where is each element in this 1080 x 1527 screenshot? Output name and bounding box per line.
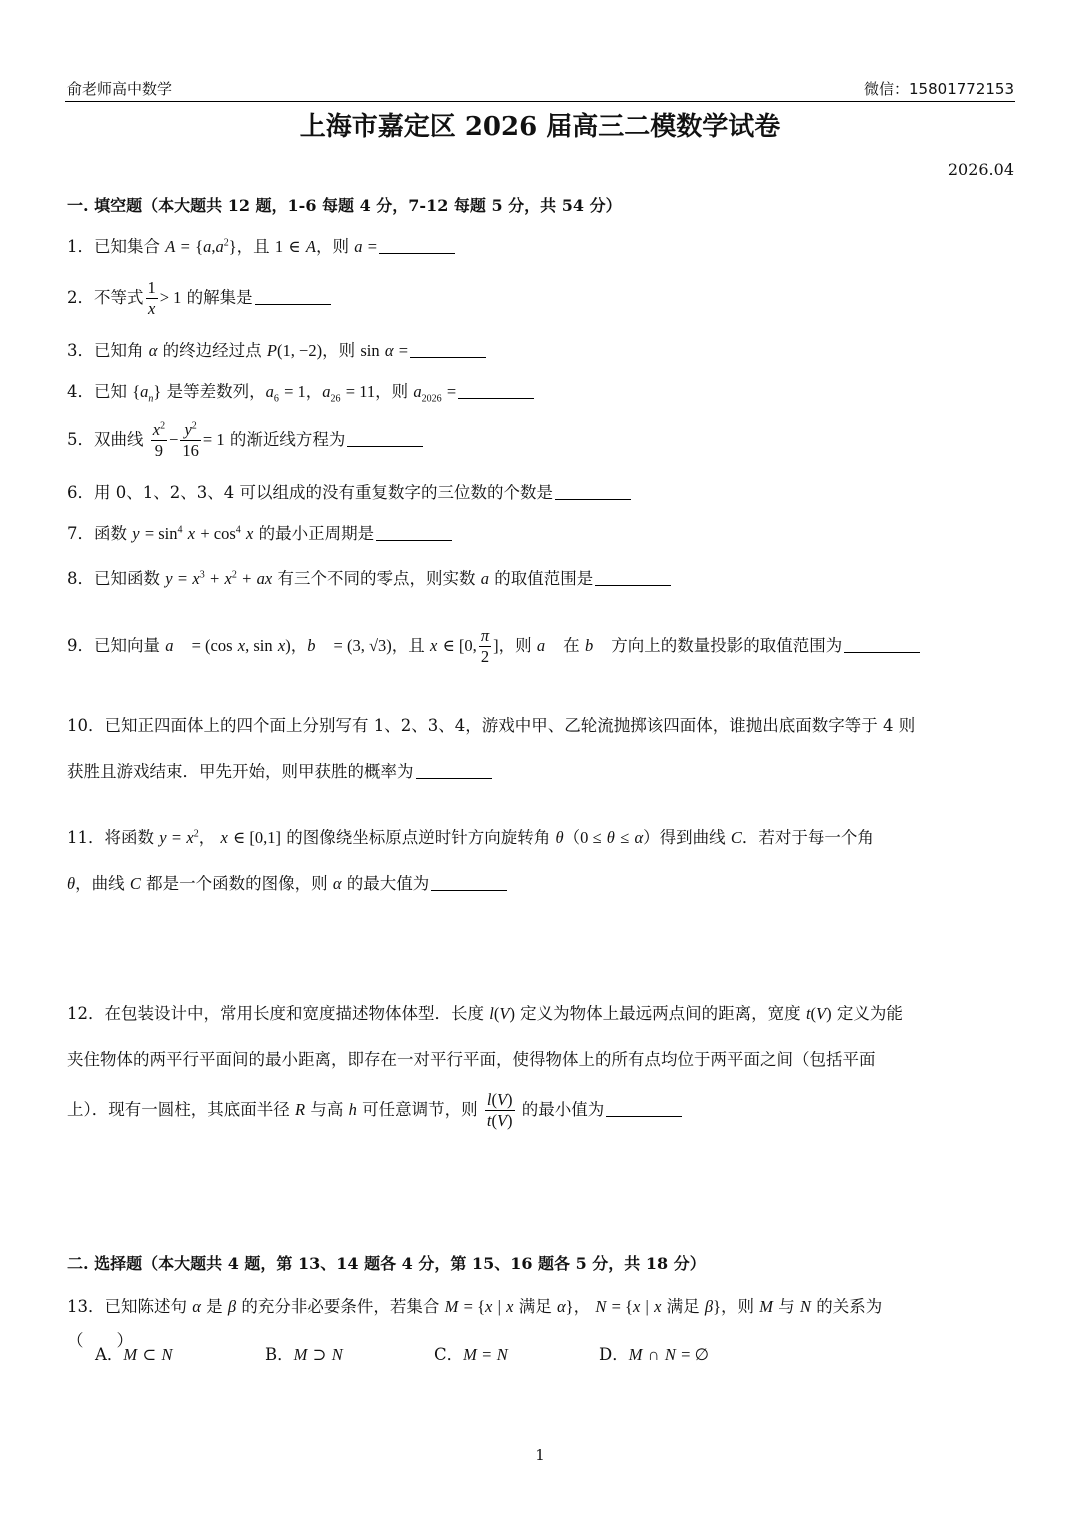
header-author: 俞老师高中数学 (67, 80, 173, 98)
header-wechat: 微信：15801772153 (864, 80, 1014, 98)
answer-blank[interactable] (376, 526, 452, 541)
answer-blank[interactable] (410, 343, 486, 358)
answer-blank[interactable] (431, 876, 507, 891)
option-a[interactable]: A．M ⊂ N (95, 1345, 173, 1364)
section1-heading: 一. 填空题（本大题共 12 题，1-6 每题 4 分，7-12 每题 5 分，共 54 分） (67, 196, 622, 215)
fraction: $\frac{l(V)}{t(V)}$ (486, 1090, 513, 1130)
question-10-line2 (67, 749, 1016, 795)
fraction: $\frac{y^2}{16}$ (182, 420, 199, 460)
exam-date: 2026.04 (947, 160, 1014, 179)
question-13 (67, 1290, 1016, 1358)
answer-blank[interactable] (595, 571, 671, 586)
question-8: 8．已知函数 $y = x^3 + x^2$ + ax 有三个不同的零点，则实数 a 的取值范围是 (67, 567, 1016, 591)
page-title: 上海市嘉定区 2026 届高三二模数学试卷 (299, 112, 781, 142)
fraction: $\frac{x^2}{9}$ (152, 420, 166, 460)
question-5: 5．双曲线 $\frac{x^2}{9}$ − $\frac{y^2}{16}$ = 1 的渐近线方程为 (67, 420, 1016, 461)
question-12 (67, 991, 1016, 1133)
question-3: 3．已知角 α 的终边经过点 P(1, −2)，则 sin α = (67, 339, 1016, 363)
header-rule (65, 101, 1015, 102)
option-d[interactable]: D．M ∩ N = ∅ (599, 1345, 709, 1364)
section2-heading: 二. 选择题（本大题共 4 题，第 13、14 题各 4 分，第 15、16 题各 5 分，共 18 分） (67, 1254, 706, 1273)
fraction: $\frac{\pi}{2}$ (480, 626, 490, 666)
question-1: 1．已知集合 $A = \{a,a^2\}$，且 1 ∈ A，则 a = (67, 235, 1016, 259)
question-6: 6．用 0、1、2、3、4 可以组成的没有重复数字的三位数的个数是 (67, 481, 1016, 505)
question-10 (67, 703, 1016, 795)
fraction: $\frac{1}{x}$ (147, 278, 156, 318)
question-11-line2: θ，曲线 C 都是一个函数的图像，则 α 的最大值为 (67, 861, 1016, 907)
question-13-line2: （ ） (67, 1331, 133, 1350)
question-2: 2．不等式 $\frac{1}{x}$ > 1 的解集是 (67, 278, 1016, 319)
answer-blank[interactable] (458, 384, 534, 399)
answer-blank[interactable] (844, 638, 920, 653)
question-13-line1: 13．已知陈述句 α 是 β 的充分非必要条件，若集合 M = {x | x 满足 α}， N = {x | x 满足 β}，则 M 与 N 的关系为 (67, 1297, 883, 1316)
answer-blank[interactable] (347, 432, 423, 447)
question-7: 7．函数 $y = \sin^4 x + \cos^4 x$ 的最小正周期是 (67, 522, 1016, 546)
page-number: 1 (535, 1446, 545, 1464)
question-11 (67, 815, 1016, 907)
question-12-line2: 夹住物体的两平行平面间的最小距离，即存在一对平行平面，使得物体上的所有点均位于两平面之间（包括平面 (67, 1050, 876, 1069)
option-c[interactable]: C．M = N (434, 1345, 508, 1364)
option-b[interactable]: B．M ⊃ N (265, 1345, 343, 1364)
question-12-line1: 12．在包装设计中，常用长度和宽度描述物体体型．长度 l(V) 定义为物体上最远两点间的距离，宽度 t(V) 定义为能 (67, 1004, 903, 1023)
answer-blank[interactable] (255, 290, 331, 305)
question-12-line3: 上）．现有一圆柱，其底面半径 R 与高 h 可任意调节，则 $\frac{l(V)}{t(V)}$ 的最小值为 (67, 1087, 1016, 1133)
answer-blank[interactable] (416, 764, 492, 779)
question-10-line2-text: 获胜且游戏结束．甲先开始，则甲获胜的概率为 (67, 762, 414, 781)
question-9: 9．已知向量 a⃗ = (cos x, sin x)，b⃗ = (3, √3)，且 x ∈ [0, $\frac{\pi}{2}$ ]，则 a⃗ 在 b⃗ 方向上的数量投影的取值范围为 (67, 626, 1016, 667)
question-10-line1: 10．已知正四面体上的四个面上分别写有 1、2、3、4，游戏中甲、乙轮流抛掷该四面体，谁抛出底面数字等于 4 则 (67, 716, 916, 735)
question-11-line1: 11．将函数 $y = x^2$， x ∈ [0,1] 的图像绕坐标原点逆时针方向旋转角 θ（0 ≤ θ ≤ α）得到曲线 C．若对于每一个角 (67, 828, 874, 847)
answer-blank[interactable] (555, 485, 631, 500)
answer-blank[interactable] (379, 239, 455, 254)
question-4: 4．已知 $\{a_n\}$ 是等差数列，$a_6 = 1$，$a_{26} = 11$，则 $a_{2026}$ = (67, 380, 1016, 404)
answer-blank[interactable] (606, 1102, 682, 1117)
